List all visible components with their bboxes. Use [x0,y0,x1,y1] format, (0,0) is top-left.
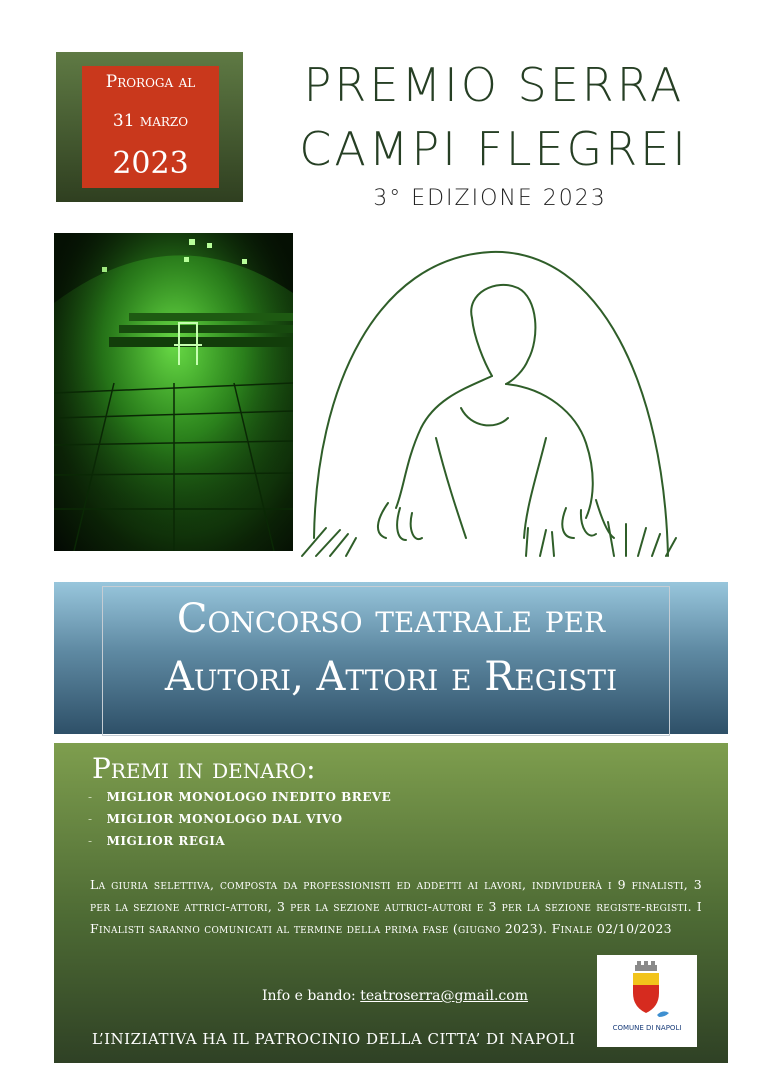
edition-label: 3° EDIZIONE 2023 [373,186,607,211]
bullet-dash: - [88,790,93,804]
comune-napoli-logo [597,955,697,1047]
theatre-stage-photo [54,233,293,551]
prize-label: MIGLIOR MONOLOGO DAL VIVO [106,812,343,826]
info-label: Info e bando: [262,988,356,1004]
bullet-dash: - [88,812,93,826]
figure-drawing [296,238,680,564]
prize-item [88,812,343,826]
deadline-line1: Proroga al [105,72,196,92]
title-line2: CAMPI FLEGREI [299,122,689,176]
comune-napoli-label: COMUNE DI NAPOLI [612,1024,682,1032]
prize-item [88,790,391,804]
patronage-note: L’INIZIATIVA HA IL PATROCINIO DELLA CITTA’ DI NAPOLI [92,1030,576,1048]
coat-of-arms-icon [597,955,697,1047]
prize-label: MIGLIOR MONOLOGO INEDITO BREVE [106,790,392,804]
bullet-dash: - [88,834,93,848]
title-line1: PREMIO SERRA [303,58,685,112]
deadline-line2: 31 marzo [112,111,189,131]
prizes-heading: Premi in denaro: [92,752,316,785]
info-line [262,988,528,1004]
jury-description: La giuria selettiva, composta da professionisti ed addetti ai lavori, individuerà i 9 finalisti, 3 per la sezione attrici-attori, 3 per la sezione autrici-autori e 3 per la sezione registe-registi. I Finalisti saranno comunicati al termine della prima fase (giugno 2023). Finale 02/10/2023 [90,877,702,936]
deadline-badge [82,66,219,188]
prize-item [88,834,225,848]
banner-line1: Concorso teatrale per [176,596,606,642]
banner-line2: Autori, Attori e Registi [164,654,618,700]
email-link[interactable]: teatroserra@gmail.com [360,988,528,1004]
prize-label: MIGLIOR REGIA [106,834,226,848]
deadline-year: 2023 [112,146,189,181]
